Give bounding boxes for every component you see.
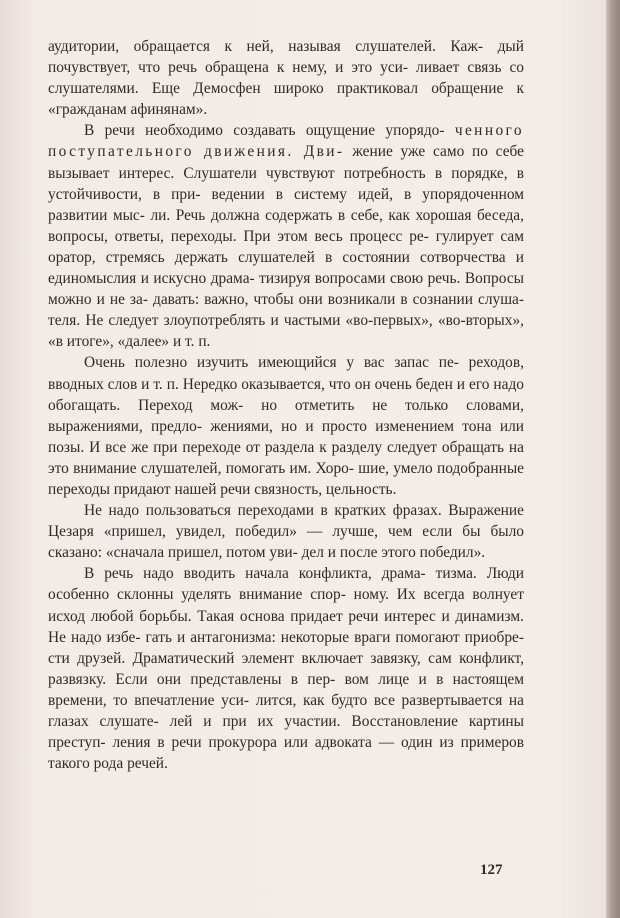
text-line: Очень полезно изучить имеющийся у вас запас пе-: [84, 354, 459, 372]
text-line: вом лице и в настоящем времени, то впечатление уси-: [48, 670, 524, 709]
text-line: состоянии сотворчества и единомыслия и искусно драма-: [48, 248, 524, 288]
paragraph-3: [48, 352, 524, 500]
paragraph-2: [48, 120, 524, 352]
text-line: вопросы, ответы, переходы. При этом весь процесс ре-: [48, 227, 429, 245]
text-line: жение уже само по себе вызывает интерес. Слушатели: [48, 143, 524, 182]
text-line: гулирует сам оратор, стремясь держать слушателей в: [48, 227, 524, 266]
text-line: Не надо пользоваться переходами в кратких фразах.: [84, 502, 442, 520]
paragraph-5: [48, 563, 524, 774]
text-line: ному. Их всегда волнует исход любой борьбы. Такая: [48, 586, 524, 625]
text-line: жениями, но и просто изменением тона или позы. И все: [48, 417, 524, 456]
text-line: В речь надо вводить начала конфликта, драма-: [84, 565, 426, 583]
text-line: же при переходе от раздела к разделу следует обращать: [131, 438, 504, 456]
text-line: практиковал обращение к «гражданам афинянам».: [48, 80, 524, 119]
text-line: гать и антагонизма: некоторые враги помогают приобре-: [145, 628, 524, 646]
text-line: лится, как будто все развертывается на глазах слушате-: [48, 691, 525, 730]
text-line: теля. Не следует злоупотреблять и частыми «во-первых»,: [48, 312, 433, 330]
text-line: аудитории, обращается к ней, называя слушателей. Каж-: [48, 38, 484, 55]
text-line: на это внимание слушателей, помогать им. Хоро-: [48, 438, 524, 477]
text-line-spaced: ченного поступательного движения. Дви-: [48, 122, 524, 161]
text-line: основа придает речи интерес и динамизм. Не надо избе-: [48, 607, 524, 646]
text-line: В речи необходимо создавать ощущение упорядо-: [84, 122, 445, 140]
text-line: «во-вторых», «в итоге», «далее» и т. п.: [48, 312, 524, 351]
body-text: [48, 36, 524, 774]
text-line: тизма. Люди особенно склонны уделять внимание спор-: [48, 565, 524, 604]
text-line: сам конфликт, развязку. Если они представлены в пер-: [48, 649, 524, 688]
text-line: давать: важно, чтобы они возникали в сознании слуша-: [152, 291, 524, 309]
page-number: 127: [480, 862, 503, 878]
text-line: что он очень беден и его надо обогащать. Переход мож-: [48, 375, 524, 414]
text-line: реходов, вводных слов и т. п. Нередко оказывается,: [48, 354, 524, 393]
text-line: ливает связь со слушателями. Еще Демосфен широко: [48, 59, 524, 98]
text-line: Выражение Цезаря «пришел, увидел, победил» — лучше,: [48, 502, 524, 541]
text-line: связность, цельность.: [254, 480, 397, 498]
text-line: чувствуют потребность в порядке, в устойчивости, в при-: [48, 164, 524, 203]
text-line: тизируя вопросами свою речь. Вопросы можно и не за-: [48, 270, 524, 309]
text-line: шие, умело подобранные переходы придают нашей речи: [48, 459, 524, 498]
text-line: лей и при их участии. Восстановление картины преступ-: [48, 713, 525, 752]
paragraph-4: [48, 500, 524, 563]
text-line: ления в речи прокурора или адвоката — один из: [112, 734, 454, 752]
text-line: ли. Речь должна содержать в себе, как хорошая беседа,: [150, 206, 524, 224]
text-line: дый почувствует, что речь обращена к нему, и это уси-: [48, 38, 524, 77]
text-line: ведении в систему идей, в упорядоченном развитии мыс-: [48, 185, 524, 224]
text-line: дел и после этого победил».: [301, 544, 486, 562]
text-line: примеров такого рода речей.: [48, 734, 524, 773]
paragraph-1: [48, 36, 524, 120]
text-line: сти друзей. Драматический элемент включает завязку,: [48, 649, 421, 667]
text-line: чем если бы было сказано: «сначала пришел, потом уви-: [48, 523, 524, 562]
text-line: но отметить не только словами, выражениями, предло-: [48, 396, 524, 435]
page-edge-shadow: [606, 0, 620, 918]
